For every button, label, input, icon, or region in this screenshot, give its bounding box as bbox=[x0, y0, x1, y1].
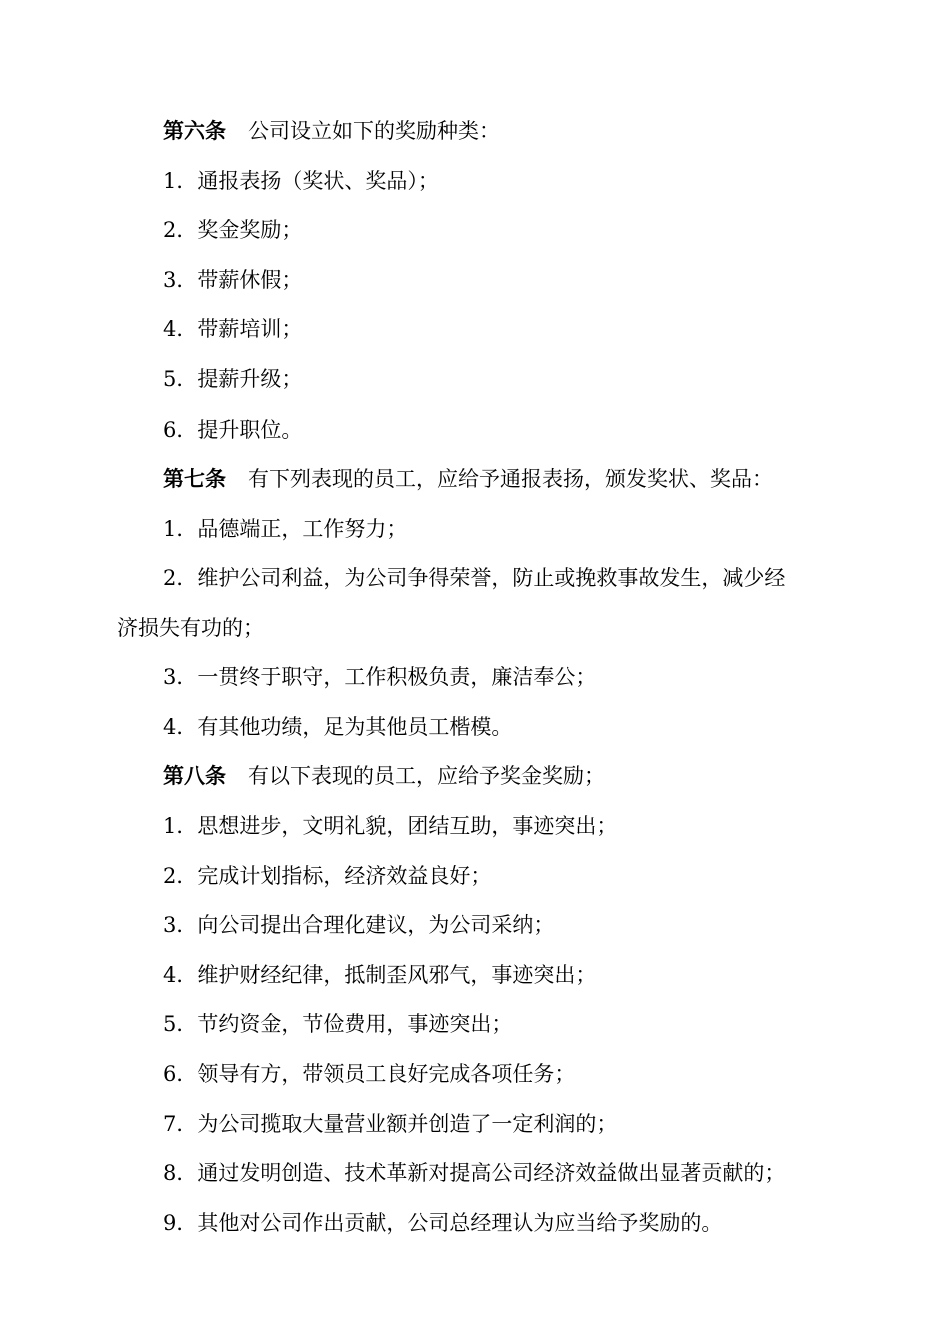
article-7-text: 有下列表现的员工，应给予通报表扬，颁发奖状、奖品： bbox=[248, 467, 773, 491]
item-text: 维护财经纪律，抵制歪风邪气，事迹突出； bbox=[197, 963, 597, 987]
article-7-heading bbox=[163, 464, 773, 494]
article-6-item-3 bbox=[163, 265, 302, 295]
article-8-item-7 bbox=[163, 1109, 617, 1139]
article-7-item-2 bbox=[163, 563, 785, 593]
item-number: 9． bbox=[163, 1211, 198, 1235]
item-text: 奖金奖励； bbox=[197, 218, 303, 242]
item-text: 为公司揽取大量营业额并创造了一定利润的； bbox=[197, 1112, 618, 1136]
article-6-item-1 bbox=[163, 166, 439, 196]
item-text: 一贯终于职守，工作积极负责，廉洁奉公； bbox=[197, 665, 597, 689]
item-text: 带薪培训； bbox=[197, 317, 303, 341]
item-number: 8． bbox=[163, 1161, 198, 1185]
item-number: 7． bbox=[163, 1112, 198, 1136]
item-number: 1． bbox=[163, 517, 198, 541]
item-text: 有其他功绩，足为其他员工楷模。 bbox=[197, 715, 513, 739]
article-8-item-1 bbox=[163, 811, 617, 841]
item-text: 其他对公司作出贡献，公司总经理认为应当给予奖励的。 bbox=[197, 1211, 723, 1235]
item-text: 通过发明创造、技术革新对提高公司经济效益做出显著贡献的； bbox=[197, 1161, 786, 1185]
item-text-continuation: 济损失有功的； bbox=[117, 616, 264, 640]
item-text: 通报表扬（奖状、奖品）； bbox=[197, 169, 439, 193]
item-number: 3． bbox=[163, 913, 198, 937]
item-text: 思想进步，文明礼貌，团结互助，事迹突出； bbox=[197, 814, 618, 838]
article-6-label: 第六条 bbox=[163, 118, 226, 143]
item-text: 品德端正，工作努力； bbox=[197, 517, 408, 541]
item-number: 1． bbox=[163, 814, 198, 838]
item-text: 带薪休假； bbox=[197, 268, 303, 292]
item-number: 5． bbox=[163, 1012, 198, 1036]
item-number: 2． bbox=[163, 218, 198, 242]
article-7-item-3 bbox=[163, 662, 596, 692]
article-6-item-6 bbox=[163, 415, 302, 445]
article-7-item-4 bbox=[163, 712, 512, 742]
article-6-heading bbox=[163, 116, 500, 146]
item-text: 提薪升级； bbox=[197, 367, 303, 391]
item-number: 6． bbox=[163, 1062, 198, 1086]
item-number: 2． bbox=[163, 566, 198, 590]
item-number: 2． bbox=[163, 864, 198, 888]
item-text: 节约资金，节俭费用，事迹突出； bbox=[197, 1012, 513, 1036]
item-number: 3． bbox=[163, 665, 198, 689]
item-text: 提升职位。 bbox=[197, 418, 303, 442]
item-number: 5． bbox=[163, 367, 198, 391]
article-6-item-5 bbox=[163, 364, 302, 394]
article-8-item-2 bbox=[163, 861, 491, 891]
article-7-label: 第七条 bbox=[163, 466, 226, 491]
item-number: 3． bbox=[163, 268, 198, 292]
article-6-text: 公司设立如下的奖励种类： bbox=[248, 119, 500, 143]
article-8-heading bbox=[163, 761, 605, 791]
article-8-item-5 bbox=[163, 1009, 512, 1039]
article-8-item-3 bbox=[163, 910, 554, 940]
article-8-item-6 bbox=[163, 1059, 575, 1089]
item-text: 向公司提出合理化建议，为公司采纳； bbox=[197, 913, 555, 937]
item-number: 4． bbox=[163, 963, 198, 987]
item-number: 6． bbox=[163, 418, 198, 442]
article-8-text: 有以下表现的员工，应给予奖金奖励； bbox=[248, 764, 605, 788]
article-8-label: 第八条 bbox=[163, 763, 226, 788]
item-number: 4． bbox=[163, 715, 198, 739]
article-6-item-2 bbox=[163, 215, 302, 245]
article-6-item-4 bbox=[163, 314, 302, 344]
article-8-item-9 bbox=[163, 1208, 722, 1238]
article-7-item-1 bbox=[163, 514, 407, 544]
item-number: 4． bbox=[163, 317, 198, 341]
item-text: 领导有方，带领员工良好完成各项任务； bbox=[197, 1062, 576, 1086]
item-text: 完成计划指标，经济效益良好； bbox=[197, 864, 492, 888]
article-8-item-4 bbox=[163, 960, 596, 990]
article-8-item-8 bbox=[163, 1158, 785, 1188]
item-text: 维护公司利益，为公司争得荣誉，防止或挽救事故发生，减少经 bbox=[197, 566, 786, 590]
item-number: 1． bbox=[163, 169, 198, 193]
article-7-item-2-continuation bbox=[117, 613, 264, 643]
